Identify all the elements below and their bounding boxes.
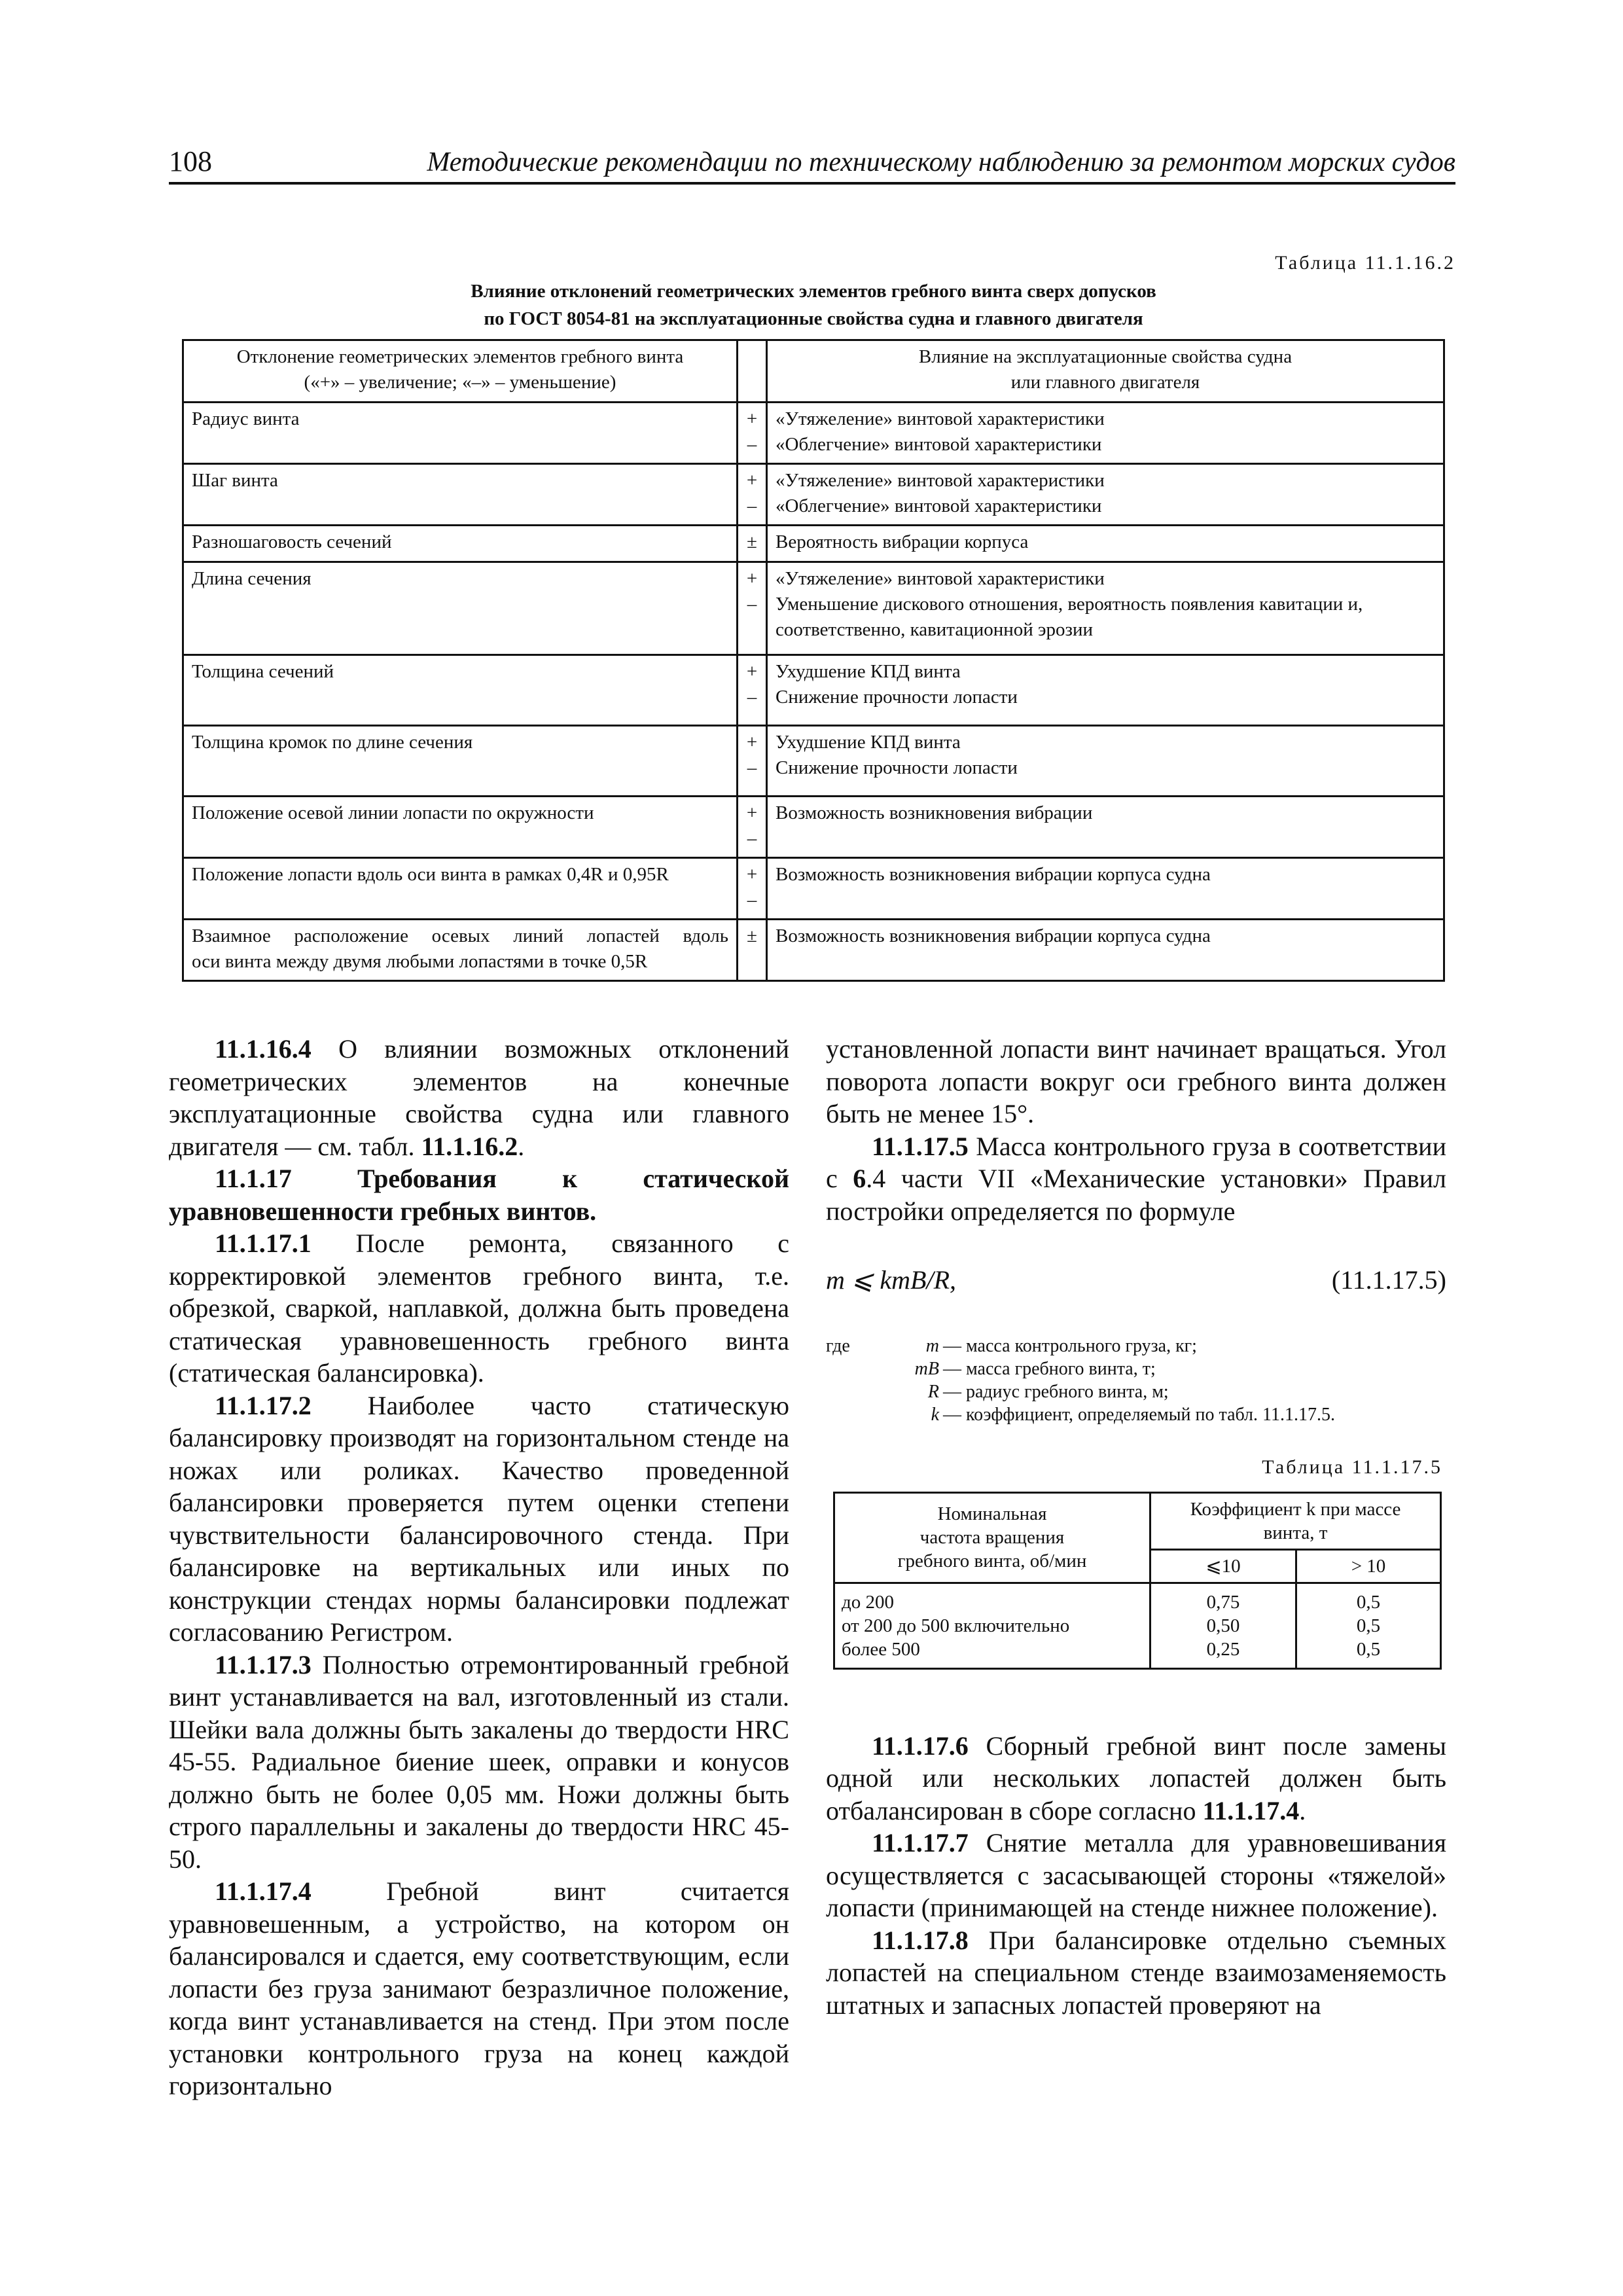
table-row: [183, 920, 1444, 981]
header-cell-frequency: Номинальная частота вращения гребного винта, об/мин: [834, 1492, 1150, 1583]
right-column-continued: [826, 1730, 1446, 2022]
header-cell-le10: ⩽10: [1150, 1549, 1296, 1583]
paragraph: 11.1.17.1 После ремонта, связанного с корректировкой элементов гребного винта, т.е. обрезкой, сваркой, наплавкой, должна быть проведена статическая уравновешенность гребного винта (статическая балансировка).: [169, 1229, 789, 1388]
table-caption-line: Влияние отклонений геометрических элементов гребного винта сверх допусков: [471, 281, 1156, 302]
paragraph: 11.1.16.4 О влиянии возможных отклонений геометрических элементов на конечные эксплуатационные свойства судна или главного двигателя — см. табл. 11.1.16.2.: [169, 1034, 789, 1161]
formula-expression: m ⩽ kmB/R,: [826, 1265, 957, 1295]
effect-cell: Возможность возникновения вибрации: [767, 797, 1444, 858]
formula-number: (11.1.17.5): [1331, 1265, 1446, 1295]
element-cell: Положение лопасти вдоль оси винта в рамках 0,4R и 0,95R: [183, 858, 738, 920]
paragraph: 11.1.17.8 При балансировке отдельно съемных лопастей на специальном стенде взаимозаменяемость штатных и запасных лопастей проверяют на: [826, 1925, 1446, 2020]
element-cell: Толщина кромок по длине сечения: [183, 726, 738, 797]
formula: [826, 1264, 1446, 1300]
header-cell-coefficient: Коэффициент k при массе винта, т: [1150, 1492, 1441, 1549]
table-row: [183, 403, 1444, 464]
right-column: [826, 1033, 1446, 2021]
sign-cell: + –: [738, 464, 767, 526]
header-cell-sign: [738, 340, 767, 403]
coefficient-cell: 0,75 0,50 0,25: [1150, 1583, 1296, 1668]
coefficient-cell: 0,5 0,5 0,5: [1296, 1583, 1441, 1668]
effect-cell: Ухудшение КПД винта Снижение прочности лопасти: [767, 655, 1444, 726]
effect-cell: Ухудшение КПД винта Снижение прочности лопасти: [767, 726, 1444, 797]
table-row: [183, 655, 1444, 726]
paragraph: 11.1.17.4 Гребной винт считается уравновешенным, а устройство, на котором он балансировался и сдается, ему соответствующим, если лопасти без груза занимают безразличное положение, когда винт устанавливается на стенд. При этом после установки контрольного груза на конец каждой горизонтально: [169, 1876, 789, 2100]
paragraph: 11.1.17.7 Снятие металла для уравновешивания осуществляется с засасывающей стороны «тяжелой» лопасти (принимающей на стенде нижнее положение).: [826, 1828, 1446, 1922]
paragraph: 11.1.17.6 Сборный гребной винт после замены одной или нескольких лопастей должен быть отбалансирован в сборе согласно 11.1.17.4.: [826, 1731, 1446, 1825]
table-row: [834, 1583, 1441, 1668]
left-column: [169, 1033, 789, 2102]
effect-cell: «Утяжеление» винтовой характеристики «Облегчение» винтовой характеристики: [767, 464, 1444, 526]
table-row: [183, 858, 1444, 920]
running-title: Методические рекомендации по техническому наблюдению за ремонтом морских судов: [427, 147, 1455, 177]
header-cell-deviation: Отклонение геометрических элементов гребного винта («+» – увеличение; «–» – уменьшение): [183, 340, 738, 403]
element-cell: Разношаговость сечений: [183, 526, 738, 562]
paragraph: установленной лопасти винт начинает вращаться. Угол поворота лопасти вокруг оси гребного винта должен быть не менее 15°.: [826, 1034, 1446, 1128]
paragraph: 11.1.17.3 Полностью отремонтированный гребной винт устанавливается на вал, изготовленный из стали. Шейки вала должны быть закалены до твердости HRC 45-55. Радиальное биение шеек, оправки и конусов должно быть не более 0,05 мм. Ножи должны быть строго параллельны и закалены до твердости HRC 45-50.: [169, 1649, 789, 1874]
table-number: Таблица 11.1.17.5: [1262, 1456, 1442, 1478]
sign-cell: + –: [738, 403, 767, 464]
sign-cell: + –: [738, 797, 767, 858]
deviation-effects-table: [182, 339, 1445, 982]
table-number: Таблица 11.1.16.2: [1275, 252, 1455, 274]
effect-cell: Вероятность вибрации корпуса: [767, 526, 1444, 562]
sign-cell: ±: [738, 920, 767, 981]
sign-cell: + –: [738, 655, 767, 726]
table-row: [183, 464, 1444, 526]
page-header: [169, 143, 1455, 185]
element-cell: Взаимное расположение осевых линий лопастей вдоль оси винта между двумя любыми лопастями в точке 0,5R: [183, 920, 738, 981]
coefficient-table: [833, 1492, 1442, 1670]
table-row: [183, 562, 1444, 655]
sign-cell: + –: [738, 858, 767, 920]
element-cell: Шаг винта: [183, 464, 738, 526]
header-cell-gt10: > 10: [1296, 1549, 1441, 1583]
table-row: [183, 797, 1444, 858]
effect-cell: Возможность возникновения вибрации корпуса судна: [767, 920, 1444, 981]
sign-cell: + –: [738, 562, 767, 655]
effect-cell: «Утяжеление» винтовой характеристики «Облегчение» винтовой характеристики: [767, 403, 1444, 464]
sign-cell: + –: [738, 726, 767, 797]
element-cell: Толщина сечений: [183, 655, 738, 726]
effect-cell: «Утяжеление» винтовой характеристики Уменьшение дискового отношения, вероятность появления кавитации и, соответственно, кавитационной эрозии: [767, 562, 1444, 655]
sign-cell: ±: [738, 526, 767, 562]
paragraph: 11.1.17.2 Наиболее часто статическую балансировку производят на горизонтальном стенде на ножах или роликах. Качество проведенной балансировки проверяется путем оценки степени чувствительности балансировочного стенда. При балансировке на вертикальных или иных по конструкции стендах нормы балансировки подлежат согласованию Регистром.: [169, 1390, 789, 1647]
element-cell: Положение осевой линии лопасти по окружности: [183, 797, 738, 858]
frequency-cell: до 200 от 200 до 500 включительно более 500: [834, 1583, 1150, 1668]
element-cell: Длина сечения: [183, 562, 738, 655]
element-cell: Радиус винта: [183, 403, 738, 464]
table-row: [183, 726, 1444, 797]
table-header-row: [183, 340, 1444, 403]
table-header-row: [834, 1492, 1441, 1549]
header-cell-effect: Влияние на эксплуатационные свойства судна или главного двигателя: [767, 340, 1444, 403]
page-number: 108: [169, 145, 212, 177]
paragraph: 11.1.17.5 Масса контрольного груза в соответствии с 6.4 части VII «Механические установки» Правил постройки определяется по формуле: [826, 1131, 1447, 1226]
table-caption: [182, 278, 1445, 332]
table-caption-line: по ГОСТ 8054-81 на эксплуатационные свойства судна и главного двигателя: [484, 308, 1143, 329]
paragraph: 11.1.17 Требования к статической уравновешенности гребных винтов.: [169, 1164, 789, 1226]
table-row: [183, 526, 1444, 562]
effect-cell: Возможность возникновения вибрации корпуса судна: [767, 858, 1444, 920]
formula-legend: где m — масса контрольного груза, кг; mB — масса гребного винта, т; R — радиус гребного винта, м; k — коэффициент, определяемый по табл. 11.1.17.5.: [826, 1336, 1335, 1425]
